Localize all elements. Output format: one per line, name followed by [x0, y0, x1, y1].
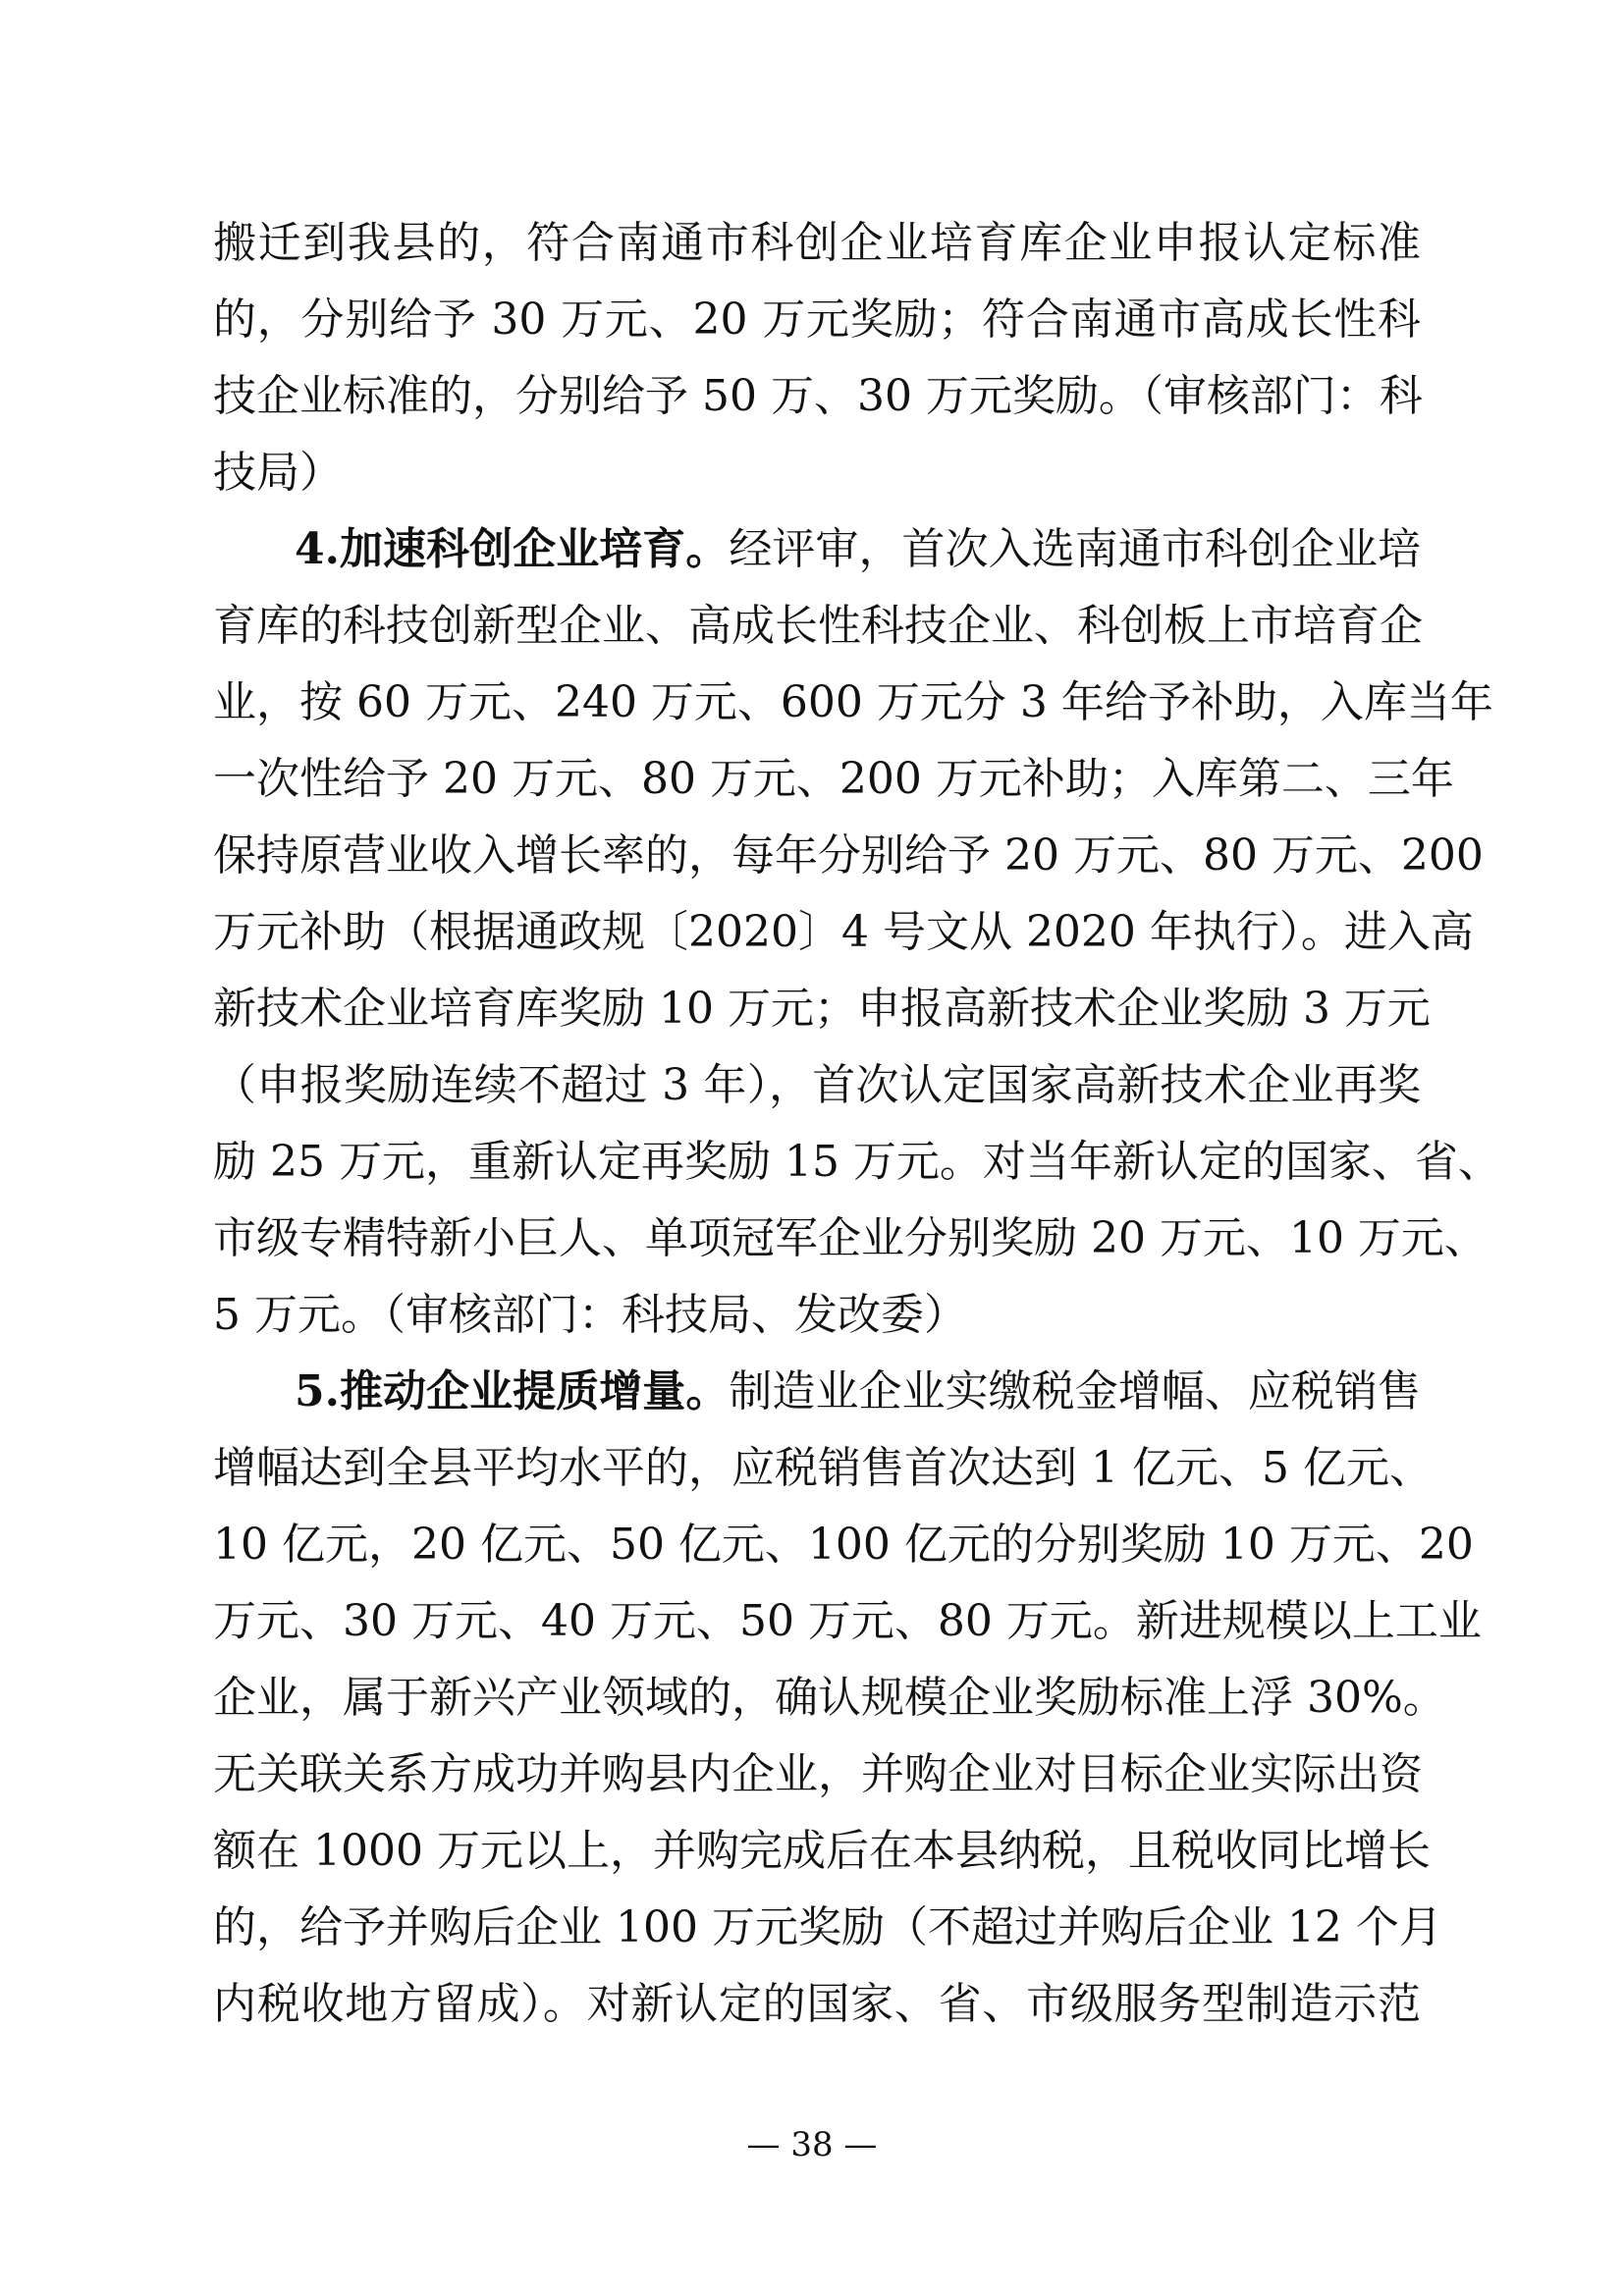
text-line: 无关联关系方成功并购县内企业，并购企业对目标企业实际出资: [213, 1749, 1423, 1799]
text-line: 内税收地方留成）。对新认定的国家、省、市级服务型制造示范: [213, 1979, 1421, 2029]
text-line: 技局）: [213, 448, 343, 498]
page-number: — 38 —: [746, 2125, 878, 2164]
text-line: 5 万元。（审核部门：科技局、发改委）: [213, 1290, 967, 1340]
paragraph-4-first-line: [295, 520, 1421, 579]
text-line: 额在 1000 万元以上，并购完成后在本县纳税，且税收同比增长: [213, 1826, 1431, 1876]
text-line: 市级专精特新小巨人、单项冠军企业分别奖励 20 万元、10 万元、: [213, 1213, 1488, 1263]
section-heading-4: 4.加速科创企业培育。: [295, 524, 730, 574]
text-line: 业，按 60 万元、240 万元、600 万元分 3 年给予补助，入库当年: [213, 677, 1493, 727]
text-line: 一次性给予 20 万元、80 万元、200 万元补助；入库第二、三年: [213, 754, 1454, 804]
text-line: 万元补助（根据通政规〔2020〕4 号文从 2020 年执行）。进入高: [213, 907, 1474, 957]
text-line: 新技术企业培育库奖励 10 万元；申报高新技术企业奖励 3 万元: [213, 984, 1431, 1034]
text-span: 经评审，首次入选南通市科创企业培: [729, 524, 1421, 574]
text-line: 保持原营业收入增长率的，每年分别给予 20 万元、80 万元、200: [213, 830, 1484, 881]
text-line: 10 亿元，20 亿元、50 亿元、100 亿元的分别奖励 10 万元、20: [213, 1520, 1474, 1570]
text-line: 育库的科技创新型企业、高成长性科技企业、科创板上市培育企: [213, 601, 1423, 651]
text-line: 技企业标准的，分别给予 50 万、30 万元奖励。（审核部门：科: [213, 371, 1423, 421]
text-line: 企业，属于新兴产业领域的，确认规模企业奖励标准上浮 30%。: [213, 1673, 1446, 1723]
text-span: 制造业企业实缴税金增幅、应税销售: [729, 1366, 1421, 1416]
text-line: 搬迁到我县的，符合南通市科创企业培育库企业申报认定标准: [213, 218, 1421, 268]
section-heading-5: 5.推动企业提质增量。: [295, 1366, 730, 1416]
text-line: 励 25 万元，重新认定再奖励 15 万元。对当年新认定的国家、省、: [213, 1137, 1501, 1187]
text-line: 的，分别给予 30 万元、20 万元奖励；符合南通市高成长性科: [213, 294, 1421, 345]
text-line: 增幅达到全县平均水平的，应税销售首次达到 1 亿元、5 亿元、: [213, 1443, 1433, 1493]
paragraph-5-first-line: [295, 1362, 1421, 1421]
text-line: （申报奖励连续不超过 3 年），首次认定国家高新技术企业再奖: [213, 1060, 1421, 1110]
text-line: 的，给予并购后企业 100 万元奖励（不超过并购后企业 12 个月: [213, 1902, 1442, 1952]
text-line: 万元、30 万元、40 万元、50 万元、80 万元。新进规模以上工业: [213, 1596, 1482, 1646]
